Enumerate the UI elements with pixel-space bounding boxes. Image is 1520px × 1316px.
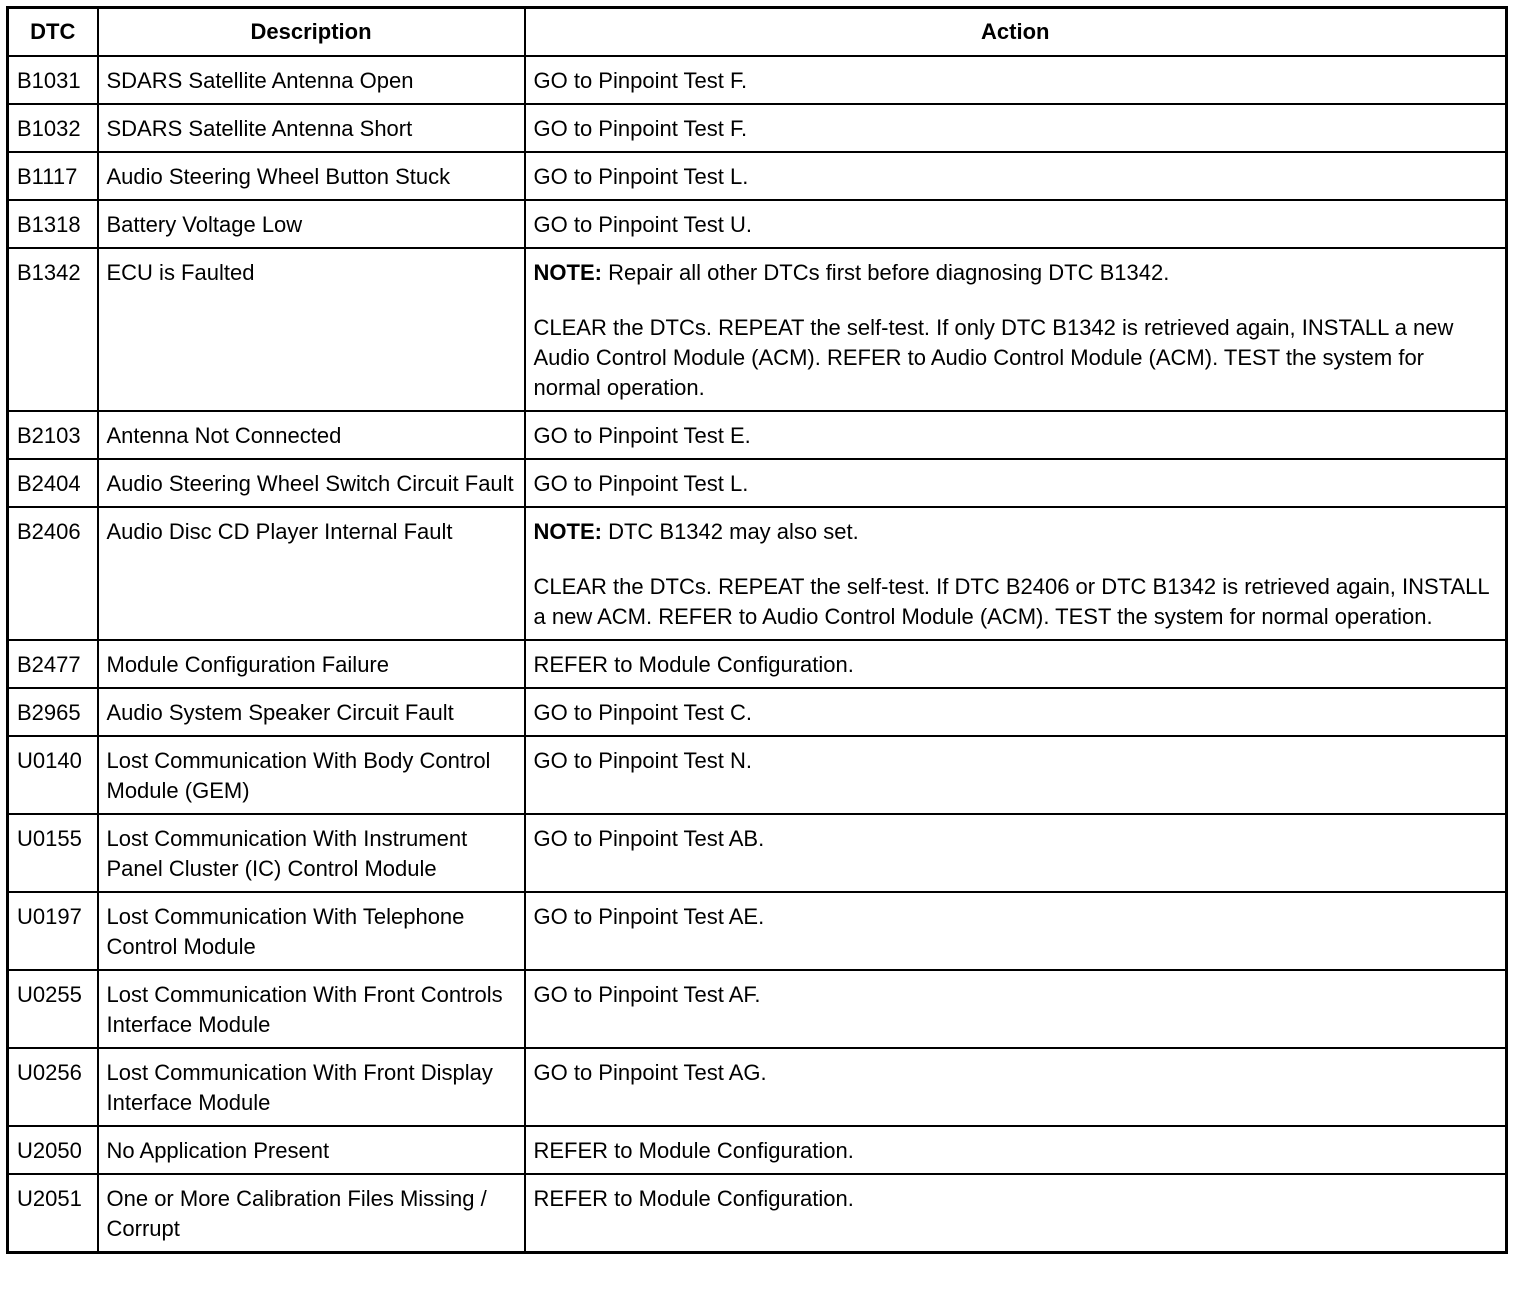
- action-cell: GO to Pinpoint Test AG.: [525, 1048, 1507, 1126]
- action-cell: GO to Pinpoint Test AE.: [525, 892, 1507, 970]
- dtc-cell: U0256: [8, 1048, 98, 1126]
- description-cell: Lost Communication With Instrument Panel Cluster (IC) Control Module: [98, 814, 525, 892]
- table-row: [8, 892, 1507, 970]
- table-row: [8, 814, 1507, 892]
- header-dtc: DTC: [8, 8, 98, 57]
- description-cell: SDARS Satellite Antenna Short: [98, 104, 525, 152]
- action-cell: REFER to Module Configuration.: [525, 1126, 1507, 1174]
- description-cell: One or More Calibration Files Missing / Corrupt: [98, 1174, 525, 1253]
- table-row: [8, 104, 1507, 152]
- table-row: [8, 688, 1507, 736]
- action-cell: REFER to Module Configuration.: [525, 1174, 1507, 1253]
- description-cell: SDARS Satellite Antenna Open: [98, 56, 525, 104]
- action-cell: GO to Pinpoint Test C.: [525, 688, 1507, 736]
- description-cell: Audio System Speaker Circuit Fault: [98, 688, 525, 736]
- action-cell: GO to Pinpoint Test F.: [525, 104, 1507, 152]
- action-cell: GO to Pinpoint Test AF.: [525, 970, 1507, 1048]
- header-description: Description: [98, 8, 525, 57]
- action-cell: [525, 507, 1507, 640]
- table-row: [8, 736, 1507, 814]
- dtc-cell: U2051: [8, 1174, 98, 1253]
- header-action: Action: [525, 8, 1507, 57]
- table-row: [8, 56, 1507, 104]
- table-row: [8, 507, 1507, 640]
- note-paragraph: [534, 517, 1498, 547]
- note-label: NOTE:: [533, 519, 602, 544]
- table-row: [8, 970, 1507, 1048]
- dtc-cell: B1342: [8, 248, 98, 411]
- action-cell: GO to Pinpoint Test U.: [525, 200, 1507, 248]
- description-cell: Audio Disc CD Player Internal Fault: [98, 507, 525, 640]
- dtc-cell: U0155: [8, 814, 98, 892]
- document-page: [6, 6, 1508, 1254]
- table-row: [8, 640, 1507, 688]
- table-row: [8, 459, 1507, 507]
- table-row: [8, 1174, 1507, 1253]
- dtc-cell: B2404: [8, 459, 98, 507]
- description-cell: Lost Communication With Front Display Interface Module: [98, 1048, 525, 1126]
- dtc-cell: B1032: [8, 104, 98, 152]
- action-cell: GO to Pinpoint Test L.: [525, 152, 1507, 200]
- action-cell: GO to Pinpoint Test N.: [525, 736, 1507, 814]
- table-row: [8, 411, 1507, 459]
- description-cell: Lost Communication With Body Control Module (GEM): [98, 736, 525, 814]
- dtc-cell: B1117: [8, 152, 98, 200]
- dtc-cell: B2103: [8, 411, 98, 459]
- dtc-cell: B2477: [8, 640, 98, 688]
- action-cell: GO to Pinpoint Test AB.: [525, 814, 1507, 892]
- table-row: [8, 1126, 1507, 1174]
- note-text: Repair all other DTCs first before diagnosing DTC B1342.: [601, 260, 1170, 285]
- table-row: [8, 152, 1507, 200]
- description-cell: Lost Communication With Front Controls Interface Module: [98, 970, 525, 1048]
- table-header-row: [8, 8, 1507, 57]
- dtc-cell: B1031: [8, 56, 98, 104]
- description-cell: ECU is Faulted: [98, 248, 525, 411]
- action-paragraph: CLEAR the DTCs. REPEAT the self-test. If DTC B2406 or DTC B1342 is retrieved again, INSTALL a new ACM. REFER to Audio Control Module (ACM). TEST the system for normal operation.: [533, 574, 1489, 629]
- dtc-cell: U0255: [8, 970, 98, 1048]
- description-cell: Audio Steering Wheel Switch Circuit Fault: [98, 459, 525, 507]
- description-cell: Lost Communication With Telephone Control Module: [98, 892, 525, 970]
- description-cell: Audio Steering Wheel Button Stuck: [98, 152, 525, 200]
- dtc-cell: U0140: [8, 736, 98, 814]
- note-paragraph: [534, 258, 1498, 288]
- table-row: [8, 200, 1507, 248]
- dtc-cell: B2965: [8, 688, 98, 736]
- dtc-cell: U2050: [8, 1126, 98, 1174]
- dtc-table: [6, 6, 1508, 1254]
- action-cell: [525, 248, 1507, 411]
- table-row: [8, 248, 1507, 411]
- description-cell: Battery Voltage Low: [98, 200, 525, 248]
- dtc-cell: B2406: [8, 507, 98, 640]
- note-text: DTC B1342 may also set.: [601, 519, 859, 544]
- action-paragraph: CLEAR the DTCs. REPEAT the self-test. If only DTC B1342 is retrieved again, INSTALL a new Audio Control Module (ACM). REFER to Audio Control Module (ACM). TEST the system for normal operation.: [533, 315, 1454, 400]
- dtc-cell: B1318: [8, 200, 98, 248]
- action-cell: GO to Pinpoint Test L.: [525, 459, 1507, 507]
- action-cell: GO to Pinpoint Test F.: [525, 56, 1507, 104]
- description-cell: No Application Present: [98, 1126, 525, 1174]
- table-row: [8, 1048, 1507, 1126]
- note-label: NOTE:: [533, 260, 602, 285]
- description-cell: Module Configuration Failure: [98, 640, 525, 688]
- description-cell: Antenna Not Connected: [98, 411, 525, 459]
- action-cell: REFER to Module Configuration.: [525, 640, 1507, 688]
- action-cell: GO to Pinpoint Test E.: [525, 411, 1507, 459]
- dtc-cell: U0197: [8, 892, 98, 970]
